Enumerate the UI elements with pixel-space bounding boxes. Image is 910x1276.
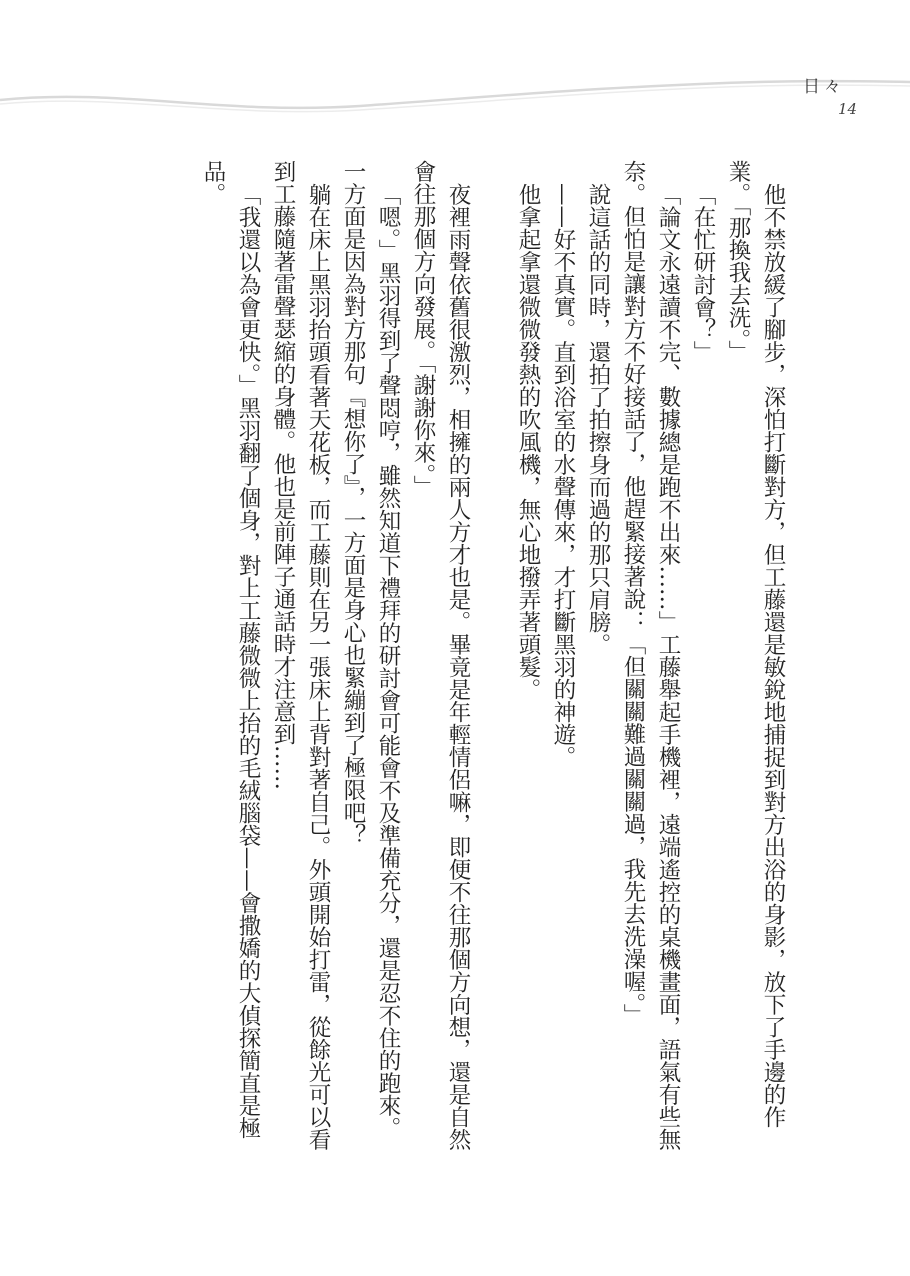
paragraph: 他不禁放緩了腳步，深怕打斷對方，但工藤還是敏銳地捕捉到對方出浴的身影，放下了手邊的作業。「那換我去洗。」 [725,160,786,1128]
paragraph: 躺在床上黑羽抬頭看著天花板，而工藤則在另一張床上背對著自己。外頭開始打雷，從餘光可以看到工藤隨著雷聲瑟縮的身體。他也是前陣子通話時才注意到…… [270,160,331,1150]
paragraph: 「我還以為會更快。」黑羽翻了個身，對上工藤微微上抬的毛絨腦袋——會撒嬌的大偵探簡直是極品。 [200,160,261,1139]
paragraph: 「嗯。」黑羽得到了聲悶哼，雖然知道下禮拜的研討會可能會不及準備充分，還是忍不住的跑來。一方面是因為對方那句『想你了』，一方面是身心也緊繃到了極限吧？ [340,160,401,1139]
paragraph: ——好不真實。直到浴室的水聲傳來，才打斷黑羽的神遊。 [550,182,576,768]
vertical-body-text [195,160,790,1160]
paragraph: 「在忙研討會？」 [690,182,716,363]
paragraph: 「論文永遠讀不完、數據總是跑不出來……」工藤舉起手機裡，遠端遙控的桌機畫面，語氣有些無奈。但怕是讓對方不好接話了，他趕緊接著說：「但關關難過關關過，我先去洗澡喔。」 [620,160,681,1150]
paragraph: 他拿起拿還微微發熱的吹風機，無心地撥弄著頭髮。 [515,182,541,700]
running-title: 日々 [803,77,845,97]
paragraph: 夜裡雨聲依舊很激烈，相擁的兩人方才也是。畢竟是年輕情侶嘛，即便不往那個方向想，還是自然會往那個方向發展。「謝謝你來。」 [410,160,471,1150]
page-number: 14 [838,100,858,118]
header-wave-ornament [0,60,910,130]
paragraph: 說這話的同時，還拍了拍擦身而過的那只肩膀。 [585,182,611,655]
